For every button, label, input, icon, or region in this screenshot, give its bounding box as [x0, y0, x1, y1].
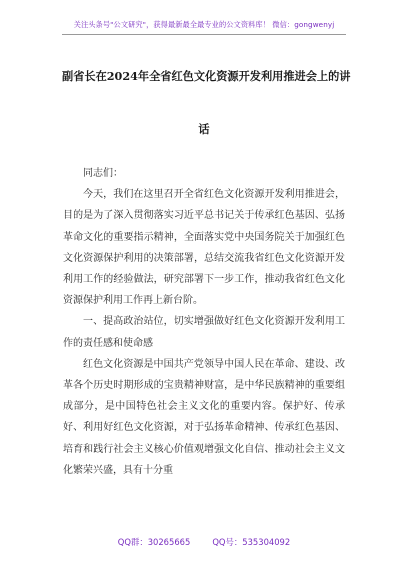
paragraph: 红色文化资源是中国共产党领导中国人民在革命、建设、改革各个历史时期形成的宝贵精神财富，是中华民族精神的重要组成部分，是中国特色社会主义文化的重要内容。保护好、传承好、利用好红色文化资源，对于弘扬革命精神、传承红色基因、培育和践行社会主义核心价值观增强文化自信、推动社会主义文化繁荣兴盛，具有十分重	[63, 358, 345, 476]
document-title-continuation: 话	[198, 122, 210, 136]
document-title: 副省长在2024年全省红色文化资源开发利用推进会上的讲	[62, 69, 351, 83]
footer-qq-group: QQ群：30265665	[117, 537, 191, 547]
salutation: 同志们：	[83, 168, 123, 179]
document-body	[63, 163, 345, 481]
paragraph: 今天，我们在这里召开全省红色文化资源开发利用推进会，目的是为了深入贯彻落实习近平总书记关于传承红色基因、弘扬革命文化的重要指示精神，全面落实党中央国务院关于加强红色文化资源保护利用的决策部署，总结交流我省红色文化资源开发利用工作的经验做法，研究部署下一步工作，推动我省红色文化资源保护利用工作再上新台阶。	[63, 189, 345, 307]
footer-qq-number: QQ号：535304092	[212, 537, 291, 547]
header-banner: 关注头条号"公文研究"，获得最新最全最专业的公文资料库！ 微信：gongwenyj	[73, 20, 335, 29]
footer	[0, 536, 408, 548]
header-divider	[62, 34, 346, 35]
section-heading: 一、提高政治站位，切实增强做好红色文化资源开发利用工作的责任感和使命感	[63, 316, 345, 349]
